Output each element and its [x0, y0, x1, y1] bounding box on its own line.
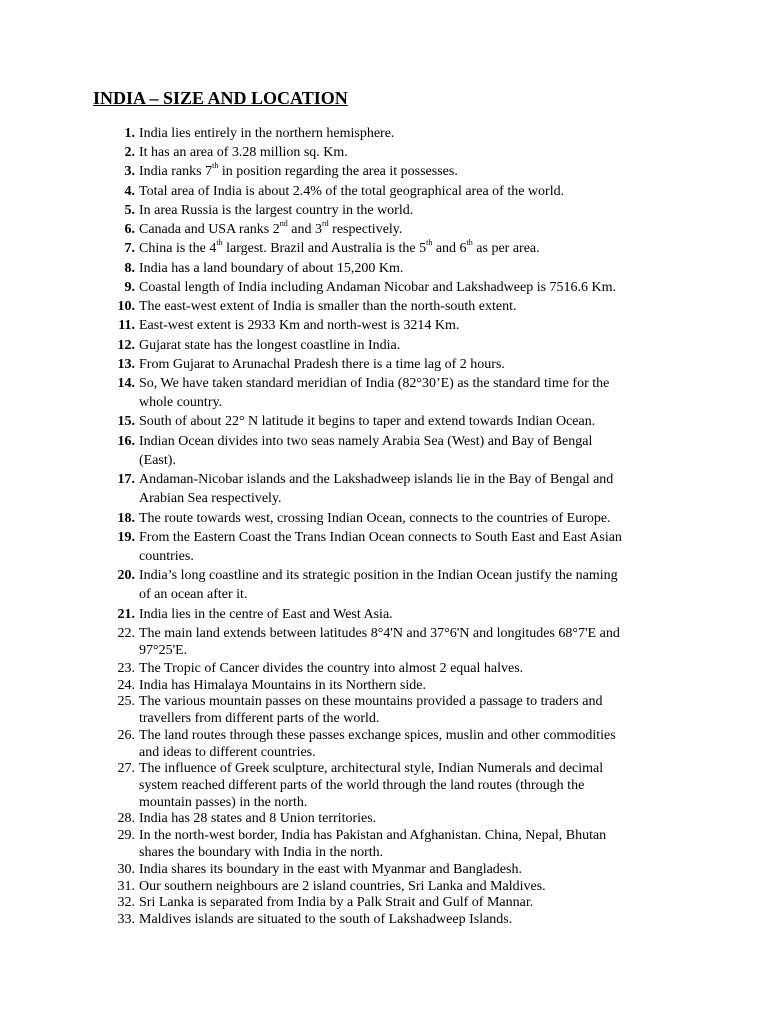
- list-item-text: [139, 144, 348, 161]
- list-item-number: 25.: [117, 694, 135, 709]
- list-item-number: 26.: [117, 728, 135, 743]
- list-item-text: [139, 878, 546, 895]
- list-item-text: [139, 221, 402, 238]
- list-item-number: 23.: [117, 661, 135, 676]
- list-item-text: [139, 911, 512, 928]
- list-item-text: [139, 660, 523, 677]
- text-run: Gujarat state has the longest coastline in India.: [139, 338, 401, 353]
- text-run: Canada and USA ranks 2: [139, 222, 280, 237]
- text-run: The route towards west, crossing Indian Ocean, connects to the countries of Europe.: [139, 511, 611, 526]
- list-item-text: [139, 529, 622, 546]
- list-item-text: [139, 317, 459, 334]
- text-run: mountain passes) in the north.: [139, 794, 308, 810]
- list-item-number: 21.: [117, 607, 135, 622]
- text-run: India lies in the centre of East and West Asia.: [139, 607, 393, 622]
- list-item-text: [139, 356, 505, 373]
- text-run: Maldives islands are situated to the south of Lakshadweep Islands.: [139, 912, 513, 927]
- list-item-text: [139, 625, 620, 642]
- text-run: China is the 4: [139, 241, 217, 256]
- list-item-text: [139, 510, 611, 527]
- list-item-number: 33.: [117, 912, 135, 927]
- text-run: Sri Lanka is separated from India by a Palk Strait and Gulf of Mannar.: [139, 895, 534, 910]
- list-item-number: 24.: [117, 678, 135, 693]
- list-item-text: [139, 337, 400, 354]
- list-item-text: [139, 827, 606, 844]
- text-run: of an ocean after it.: [139, 587, 248, 602]
- list-item-text: [139, 606, 393, 623]
- list-item-number: 2.: [124, 145, 135, 160]
- ordinal-superscript: rd: [321, 219, 329, 228]
- list-item-number: 13.: [117, 357, 135, 372]
- text-run: India lies entirely in the northern hemisphere.: [139, 126, 395, 141]
- text-run: and ideas to different countries.: [139, 744, 316, 760]
- text-run: From the Eastern Coast the Trans Indian Ocean connects to South East and East Asian: [139, 530, 622, 545]
- text-run: Andaman-Nicobar islands and the Lakshadweep islands lie in the Bay of Bengal and: [139, 472, 614, 487]
- list-item-text: [139, 693, 602, 710]
- list-item-number: 22.: [117, 626, 135, 641]
- list-item-text: [139, 844, 383, 861]
- list-item-text: [139, 760, 603, 777]
- list-item-text: [139, 642, 187, 659]
- list-item-text: [139, 727, 616, 744]
- list-item-number: 12.: [117, 338, 135, 353]
- list-item-text: [139, 202, 413, 219]
- list-item-text: [139, 861, 522, 878]
- text-run: In the north-west border, India has Pakistan and Afghanistan. China, Nepal, Bhutan: [139, 828, 607, 843]
- ordinal-superscript: th: [466, 238, 473, 247]
- text-run: Arabian Sea respectively.: [139, 491, 282, 506]
- list-item-text: [139, 894, 533, 911]
- list-item-text: [139, 567, 618, 584]
- list-item-text: [139, 240, 540, 257]
- list-item-number: 31.: [117, 879, 135, 894]
- list-item-number: 27.: [117, 761, 135, 776]
- list-item-number: 20.: [117, 568, 135, 583]
- text-run: From Gujarat to Arunachal Pradesh there is a time lag of 2 hours.: [139, 357, 505, 372]
- list-item-text: [139, 777, 584, 794]
- list-item-number: 4.: [124, 184, 135, 199]
- list-item-text: [139, 490, 282, 507]
- list-item-number: 19.: [117, 530, 135, 545]
- list-item-number: 32.: [117, 895, 135, 910]
- list-item-number: 15.: [117, 414, 135, 429]
- text-run: India has Himalaya Mountains in its Northern side.: [139, 678, 426, 693]
- text-run: The influence of Greek sculpture, architectural style, Indian Numerals and decimal: [139, 761, 604, 776]
- list-item-text: [139, 810, 376, 827]
- text-run: India’s long coastline and its strategic position in the Indian Ocean justify the naming: [139, 568, 618, 583]
- text-run: largest. Brazil and Australia is the 5: [222, 241, 427, 256]
- list-item-text: [139, 677, 426, 694]
- list-item-number: 11.: [118, 318, 135, 333]
- text-run: system reached different parts of the world through the land routes (through the: [139, 777, 585, 793]
- list-item-number: 8.: [124, 261, 135, 276]
- text-run: The east-west extent of India is smaller than the north-south extent.: [139, 299, 517, 314]
- list-item-text: [139, 794, 307, 811]
- list-item-text: [139, 744, 316, 761]
- text-run: India shares its boundary in the east with Myanmar and Bangladesh.: [139, 862, 522, 877]
- text-run: India has a land boundary of about 15,200 Km.: [139, 261, 404, 276]
- list-item-text: [139, 183, 564, 200]
- text-run: in position regarding the area it possesses.: [218, 164, 458, 179]
- list-item-text: [139, 260, 403, 277]
- list-item-number: 3.: [124, 164, 135, 179]
- text-run: (East).: [139, 453, 176, 468]
- list-item-number: 30.: [117, 862, 135, 877]
- text-run: and 6: [432, 241, 467, 256]
- list-item-number: 29.: [117, 828, 135, 843]
- text-run: So, We have taken standard meridian of India (82°30’E) as the standard time for the: [139, 376, 610, 391]
- list-item-text: [139, 279, 616, 296]
- text-run: India has 28 states and 8 Union territories.: [139, 811, 377, 826]
- text-run: Indian Ocean divides into two seas namely Arabia Sea (West) and Bay of Bengal: [139, 434, 593, 449]
- text-run: shares the boundary with India in the north.: [139, 844, 384, 860]
- text-run: India ranks 7: [139, 164, 213, 179]
- list-item-number: 6.: [124, 222, 135, 237]
- list-item-text: [139, 413, 595, 430]
- text-run: East-west extent is 2933 Km and north-west is 3214 Km.: [139, 318, 460, 333]
- text-run: It has an area of 3.28 million sq. Km.: [139, 145, 348, 160]
- list-item-text: [139, 163, 458, 180]
- ordinal-superscript: th: [216, 238, 223, 247]
- list-item-number: 17.: [117, 472, 135, 487]
- list-item-number: 7.: [124, 241, 135, 256]
- list-item-text: [139, 298, 517, 315]
- list-item-number: 5.: [124, 203, 135, 218]
- list-item-text: [139, 471, 613, 488]
- list-item-number: 1.: [124, 126, 135, 141]
- text-run: and 3: [287, 222, 322, 237]
- list-item-text: [139, 586, 247, 603]
- ordinal-superscript: th: [426, 238, 433, 247]
- list-item-number: 18.: [117, 511, 135, 526]
- text-run: Coastal length of India including Andaman Nicobar and Lakshadweep is 7516.6 Km.: [139, 280, 617, 295]
- text-run: countries.: [139, 549, 194, 564]
- text-run: travellers from different parts of the world.: [139, 710, 380, 726]
- ordinal-superscript: nd: [279, 219, 288, 228]
- text-run: South of about 22° N latitude it begins to taper and extend towards Indian Ocean.: [139, 414, 596, 429]
- text-run: The Tropic of Cancer divides the country into almost 2 equal halves.: [139, 661, 524, 676]
- list-item-text: [139, 375, 609, 392]
- list-item-number: 28.: [117, 811, 135, 826]
- list-item-text: [139, 394, 222, 411]
- ordinal-superscript: th: [212, 161, 219, 170]
- list-item-text: [139, 548, 194, 565]
- list-item-number: 16.: [117, 434, 135, 449]
- text-run: 97°25'E.: [139, 642, 188, 658]
- text-run: The various mountain passes on these mountains provided a passage to traders and: [139, 694, 603, 709]
- list-item-text: [139, 433, 592, 450]
- list-item-number: 10.: [117, 299, 135, 314]
- document-title: INDIA – SIZE AND LOCATION: [93, 88, 348, 108]
- list-item-number: 14.: [117, 376, 135, 391]
- text-run: In area Russia is the largest country in the world.: [139, 203, 414, 218]
- list-item-text: [139, 452, 176, 469]
- text-run: as per area.: [472, 241, 540, 256]
- text-run: The land routes through these passes exchange spices, muslin and other commodities: [139, 728, 616, 743]
- list-item-number: 9.: [124, 280, 135, 295]
- text-run: Our southern neighbours are 2 island countries, Sri Lanka and Maldives.: [139, 879, 546, 894]
- list-item-text: [139, 125, 394, 142]
- text-run: The main land extends between latitudes 8°4'N and 37°6'N and longitudes 68°7'E and: [139, 626, 620, 641]
- list-item-text: [139, 710, 379, 727]
- text-run: respectively.: [328, 222, 403, 237]
- text-run: whole country.: [139, 395, 223, 410]
- text-run: Total area of India is about 2.4% of the total geographical area of the world.: [139, 184, 565, 199]
